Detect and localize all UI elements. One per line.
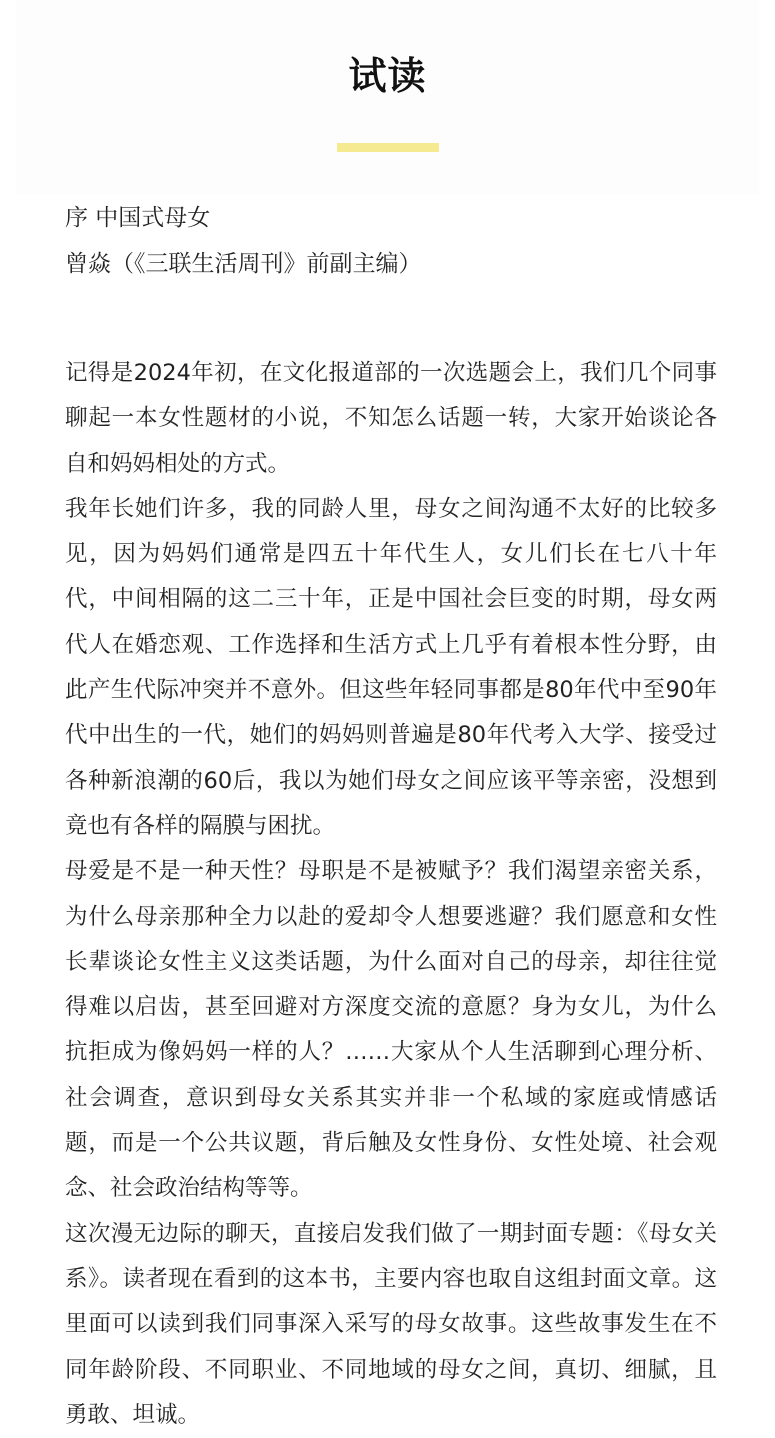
preface-meta xyxy=(65,195,717,287)
page-title: 试读 xyxy=(348,54,427,98)
article-content xyxy=(0,195,775,1438)
page-header xyxy=(16,0,759,194)
title-underline-accent xyxy=(337,143,439,152)
paragraph: 这次漫无边际的聊天，直接启发我们做了一期封面专题：《母女关系》。读者现在看到的这本书，主要内容也取自这组封面文章。这里面可以读到我们同事深入采写的母女故事。这些故事发生在不同年龄阶段、不同职业、不同地域的母女之间，真切、细腻，且勇敢、坦诚。 xyxy=(65,1220,717,1428)
chapter-title: 序 中国式母女 xyxy=(65,205,211,231)
paragraph: 母爱是不是一种天性？母职是不是被赋予？我们渴望亲密关系，为什么母亲那种全力以赴的爱却令人想要逃避？我们愿意和女性长辈谈论女性主义这类话题，为什么面对自己的母亲，却往往觉得难以启齿，甚至回避对方深度交流的意愿？身为女儿，为什么抗拒成为像妈妈一样的人？……大家从个人生活聊到心理分析、社会调查，意识到母女关系其实并非一个私域的家庭或情感话题，而是一个公共议题，背后触及女性身份、女性处境、社会观念、社会政治结构等等。 xyxy=(65,858,717,1202)
author-line: 曾焱（《三联生活周刊》前副主编） xyxy=(65,251,422,277)
article-body xyxy=(65,351,717,1438)
paragraph: 我年长她们许多，我的同龄人里，母女之间沟通不太好的比较多见，因为妈妈们通常是四五十年代生人，女儿们长在七八十年代，中间相隔的这二三十年，正是中国社会巨变的时期，母女两代人在婚恋观、工作选择和生活方式上几乎有着根本性分野，由此产生代际冲突并不意外。但这些年轻同事都是80年代中至90年代中出生的一代，她们的妈妈则普遍是80年代考入大学、接受过各种新浪潮的60后，我以为她们母女之间应该平等亲密，没想到竟也有各样的隔膜与困扰。 xyxy=(65,495,717,839)
paragraph: 记得是2024年初，在文化报道部的一次选题会上，我们几个同事聊起一本女性题材的小说，不知怎么话题一转，大家开始谈论各自和妈妈相处的方式。 xyxy=(65,360,717,477)
